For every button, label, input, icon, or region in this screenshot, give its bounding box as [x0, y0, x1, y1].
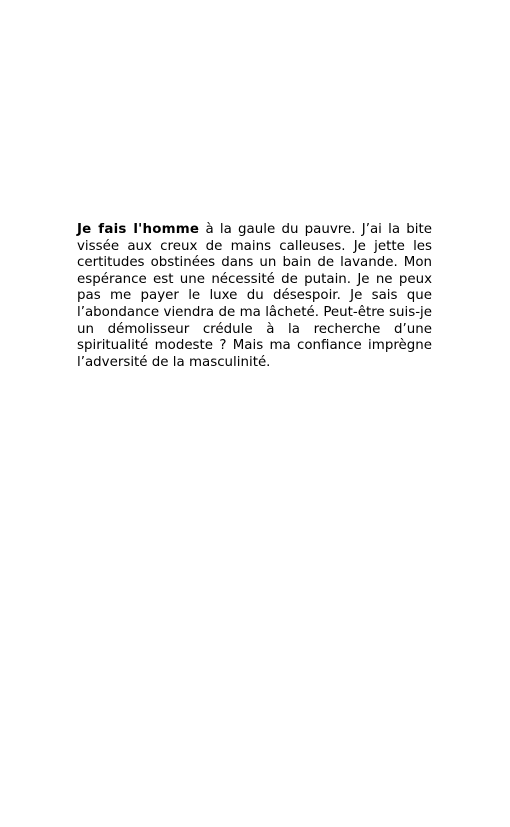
poem-paragraph: [77, 222, 432, 371]
paragraph-body: à la gaule du pauvre. J’ai la bite vissée aux creux de mains calleuses. Je jette les certitudes obstinées dans un bain de lavande. Mon espérance est une nécessité de putain. Je ne peux pas me payer le luxe du désespoir. Je sais que l’abondance viendra de ma lâcheté. Peut-être suis-je un démolisseur crédule à la recherche d’une spiritualité modeste ? Mais ma confiance imprègne l’adversité de la masculinité.: [77, 222, 432, 370]
lead-phrase: Je fais l'homme: [77, 222, 200, 237]
